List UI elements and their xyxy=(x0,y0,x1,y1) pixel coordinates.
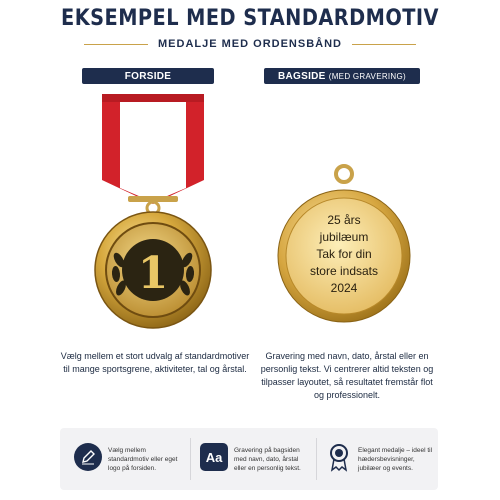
front-description: Vælg mellem et stort udvalg af standardmotiver til mange sportsgrene, aktiviteter, tal og årstal. xyxy=(60,351,250,374)
engraving-line: jubilæum xyxy=(319,230,369,244)
feature-item: Aa Gravering på bagsiden med navn, dato, årstal eller en personlig tekst. xyxy=(200,428,310,490)
pencil-icon xyxy=(74,443,102,476)
back-label: BAGSIDE (MED GRAVERING) xyxy=(264,68,420,84)
engraving-line: store indsats xyxy=(309,264,379,278)
feature-item: Vælg mellem standardmotiv eller eget logo på forsiden. xyxy=(74,428,184,490)
feature-divider xyxy=(190,438,191,480)
svg-text:Aa: Aa xyxy=(205,449,223,465)
front-medal-image xyxy=(88,92,218,337)
back-description: Gravering med navn, dato, årstal eller en personlig tekst. Vi centrerer altid teksten og tilpasser layoutet, så resultatet fremstår flot og professionelt. xyxy=(260,351,434,400)
engraving-line: 25 års xyxy=(327,213,361,227)
page-title: EKSEMPEL MED STANDARDMOTIV xyxy=(61,6,439,31)
subtitle-rule-right xyxy=(352,44,416,45)
features-panel xyxy=(60,428,438,490)
page-subtitle: MEDALJE MED ORDENSBÅND xyxy=(158,38,342,50)
engraving-line: 2024 xyxy=(330,281,358,295)
medal-award-icon xyxy=(326,442,352,477)
front-label: FORSIDE xyxy=(82,68,214,84)
text-aa-icon xyxy=(200,443,228,476)
subtitle-rule-left xyxy=(84,44,148,45)
feature-item: Elegant medalje – ideel til hædersbevisninger, jubilæer og events. xyxy=(326,428,434,490)
ribbon xyxy=(102,94,204,204)
engraving-line: Tak for din xyxy=(316,247,372,261)
feature-divider xyxy=(316,438,317,480)
front-medal-number: 1 xyxy=(137,248,169,299)
back-medal-image xyxy=(276,162,412,332)
subtitle-row xyxy=(0,38,500,50)
